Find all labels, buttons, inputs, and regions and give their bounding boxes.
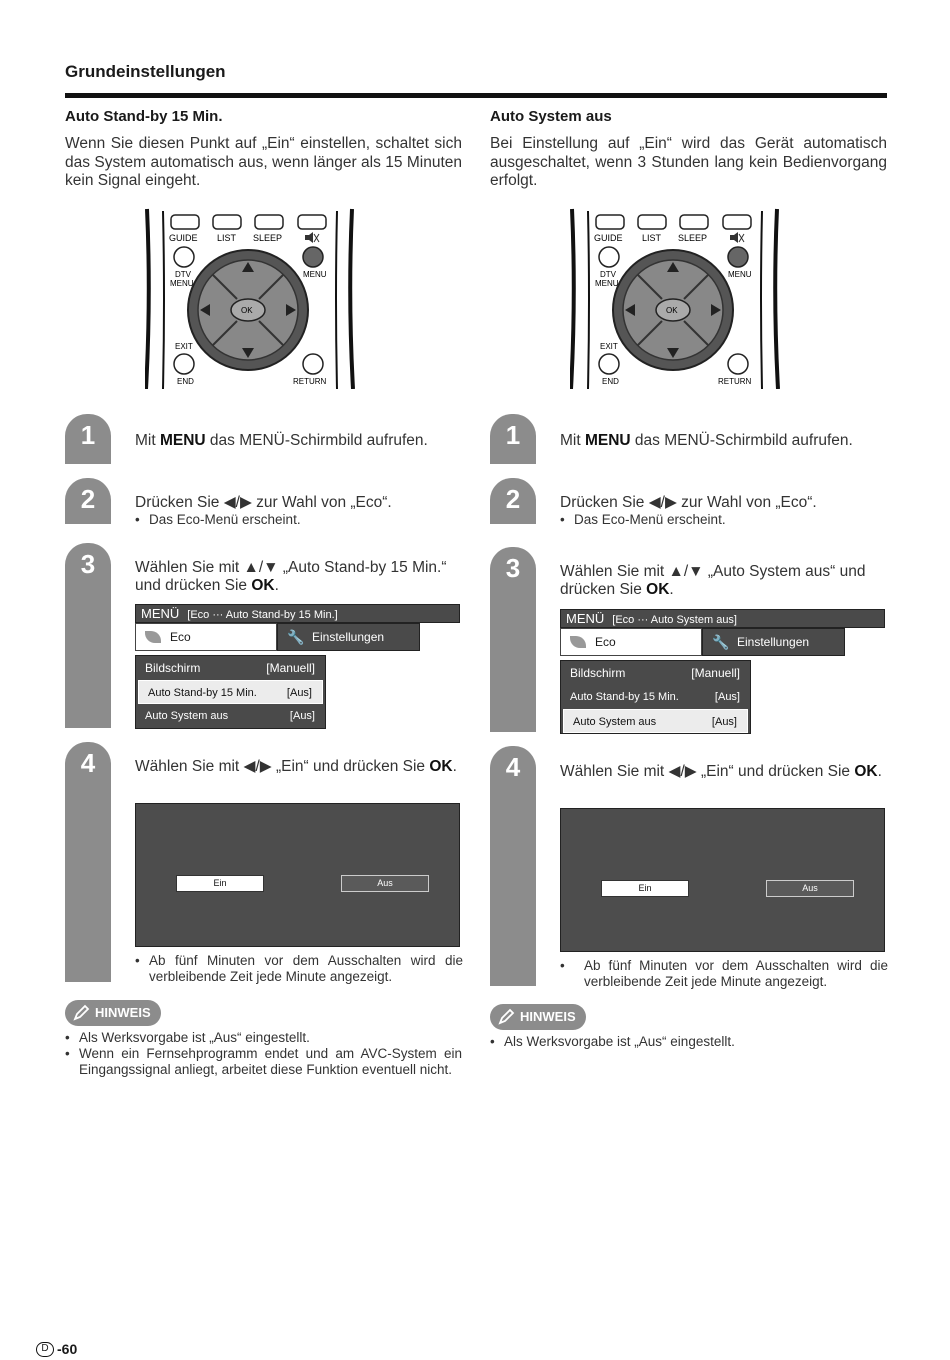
- step-badge-4: [65, 742, 111, 982]
- aus-button[interactable]: Aus: [766, 880, 854, 897]
- page-number-text: -60: [57, 1341, 78, 1357]
- end-label: END: [602, 377, 619, 386]
- step-badge-4: [490, 746, 536, 986]
- guide-label: GUIDE: [169, 233, 198, 243]
- dtv-label: DTV: [175, 270, 191, 279]
- note-item: • Wenn ein Fernsehprogramm endet und am AVC-System ein Eingangssignal anliegt, arbeitet diese Funktion eventuell nicht.: [65, 1046, 462, 1078]
- step-4-text: Wählen Sie mit ◀/▶ „Ein“ und drücken Sie OK.: [135, 758, 457, 775]
- menu-button: [728, 247, 748, 267]
- mute-button: [723, 215, 751, 229]
- wrench-icon: 🔧: [712, 634, 730, 650]
- list-label: LIST: [642, 233, 662, 243]
- list-button: [213, 215, 241, 229]
- menu-row-auto-system-aus[interactable]: Auto System aus [Aus]: [563, 709, 748, 733]
- section-title: Auto System aus: [490, 108, 612, 125]
- wrench-icon: 🔧: [287, 629, 305, 645]
- step-2-text: Drücken Sie ◀/▶ zur Wahl von „Eco“.: [560, 494, 817, 511]
- column-auto-system-aus: [490, 0, 888, 1360]
- step-number: 4: [505, 752, 521, 782]
- step-2-text: Drücken Sie ◀/▶ zur Wahl von „Eco“.: [135, 494, 392, 511]
- tab-einstellungen[interactable]: 🔧 Einstellungen: [702, 628, 845, 656]
- column-auto-standby: [65, 0, 463, 1360]
- eco-submenu: [560, 660, 751, 734]
- intro-text: Wenn Sie diesen Punkt auf „Ein“ einstellen, schaltet sich das System automatisch aus, wenn länger als 15 Minuten kein Signal eingeht.: [65, 135, 462, 189]
- step-number: 4: [80, 748, 96, 778]
- step-number: 1: [505, 420, 521, 450]
- sleep-button: [255, 215, 283, 229]
- step-3-text: Wählen Sie mit ▲/▼ „Auto Stand-by 15 Min.“ und drücken Sie OK.: [135, 559, 447, 594]
- step-badge-1: [490, 414, 536, 464]
- step-number: 2: [80, 484, 96, 514]
- sleep-button: [680, 215, 708, 229]
- sleep-label: SLEEP: [678, 233, 708, 243]
- exit-button: [599, 354, 619, 374]
- menu-header: MENÜ [Eco ··· Auto System aus]: [560, 609, 885, 628]
- step-1-text: Mit MENU das MENÜ-Schirmbild aufrufen.: [135, 432, 428, 449]
- page-number: [36, 1341, 77, 1357]
- confirm-dialog: [560, 808, 885, 952]
- leaf-icon: [570, 636, 586, 648]
- return-button: [303, 354, 323, 374]
- mute-icon: [305, 232, 319, 243]
- note-item: • Als Werksvorgabe ist „Aus“ eingestellt.: [490, 1034, 887, 1050]
- ok-label: OK: [666, 306, 678, 315]
- dtv-label: DTV: [600, 270, 616, 279]
- intro-text: Bei Einstellung auf „Ein“ wird das Gerät automatisch ausgeschaltet, wenn 3 Stunden lang kein Bedienvorgang erfolgt.: [490, 135, 887, 189]
- section-title: Auto Stand-by 15 Min.: [65, 108, 223, 125]
- menu-row-auto-standby[interactable]: Auto Stand-by 15 Min. [Aus]: [570, 691, 740, 703]
- step-4-bullet: • Ab fünf Minuten vor dem Ausschalten wird die verbleibende Zeit jede Minute angezeigt.: [135, 953, 463, 985]
- step-2-bullet: • Das Eco-Menü erscheint.: [135, 512, 463, 528]
- tab-eco[interactable]: Eco: [135, 623, 277, 651]
- step-badge-1: [65, 414, 111, 464]
- return-button: [728, 354, 748, 374]
- ein-button[interactable]: Ein: [601, 880, 689, 897]
- page-title: Grundeinstellungen: [65, 62, 226, 81]
- exit-label: EXIT: [600, 342, 618, 351]
- guide-button: [171, 215, 199, 229]
- mute-button: [298, 215, 326, 229]
- pencil-icon: [72, 1004, 90, 1022]
- ok-label: OK: [241, 306, 253, 315]
- aus-button[interactable]: Aus: [341, 875, 429, 892]
- remote-control-illustration: [145, 207, 355, 389]
- confirm-dialog: [135, 803, 460, 947]
- exit-button: [174, 354, 194, 374]
- list-button: [638, 215, 666, 229]
- dtv-menu-label: MENU: [595, 279, 619, 288]
- list-label: LIST: [217, 233, 237, 243]
- menu-row-auto-system-aus[interactable]: Auto System aus [Aus]: [145, 710, 315, 722]
- menu-row-auto-standby[interactable]: Auto Stand-by 15 Min. [Aus]: [138, 680, 323, 704]
- menu-button: [303, 247, 323, 267]
- step-badge-3: [490, 547, 536, 732]
- step-number: 1: [80, 420, 96, 450]
- menu-label: MENU: [303, 270, 327, 279]
- guide-label: GUIDE: [594, 233, 623, 243]
- step-4-text: Wählen Sie mit ◀/▶ „Ein“ und drücken Sie OK.: [560, 763, 882, 780]
- exit-label: EXIT: [175, 342, 193, 351]
- step-badge-2: [490, 478, 536, 524]
- sleep-label: SLEEP: [253, 233, 283, 243]
- hinweis-badge: HINWEIS: [490, 1004, 586, 1030]
- step-2-bullet: • Das Eco-Menü erscheint.: [560, 512, 888, 528]
- step-badge-3: [65, 543, 111, 728]
- step-badge-2: [65, 478, 111, 524]
- tab-eco[interactable]: Eco: [560, 628, 702, 656]
- region-badge: D: [36, 1342, 54, 1357]
- mute-icon: [730, 232, 744, 243]
- step-number: 3: [80, 549, 96, 579]
- step-number: 3: [505, 553, 521, 583]
- step-3-text: Wählen Sie mit ▲/▼ „Auto System aus“ und drücken Sie OK.: [560, 563, 866, 598]
- dtv-menu-button: [599, 247, 619, 267]
- end-label: END: [177, 377, 194, 386]
- ein-button[interactable]: Ein: [176, 875, 264, 892]
- return-label: RETURN: [293, 377, 327, 386]
- step-4-bullet: • Ab fünf Minuten vor dem Ausschalten wird die verbleibende Zeit jede Minute angezeigt.: [560, 958, 888, 990]
- step-1-text: Mit MENU das MENÜ-Schirmbild aufrufen.: [560, 432, 853, 449]
- return-label: RETURN: [718, 377, 752, 386]
- pencil-icon: [497, 1008, 515, 1026]
- note-item: • Als Werksvorgabe ist „Aus“ eingestellt.: [65, 1030, 462, 1046]
- hinweis-badge: HINWEIS: [65, 1000, 161, 1026]
- dtv-menu-label: MENU: [170, 279, 194, 288]
- tab-einstellungen[interactable]: 🔧 Einstellungen: [277, 623, 420, 651]
- menu-label: MENU: [728, 270, 752, 279]
- menu-row-bildschirm[interactable]: Bildschirm [Manuell]: [570, 666, 740, 680]
- menu-header: MENÜ [Eco ··· Auto Stand-by 15 Min.]: [135, 604, 460, 623]
- leaf-icon: [145, 631, 161, 643]
- dtv-menu-button: [174, 247, 194, 267]
- menu-row-bildschirm[interactable]: Bildschirm [Manuell]: [145, 661, 315, 675]
- remote-control-illustration: [570, 207, 780, 389]
- eco-submenu: [135, 655, 326, 729]
- step-number: 2: [505, 484, 521, 514]
- guide-button: [596, 215, 624, 229]
